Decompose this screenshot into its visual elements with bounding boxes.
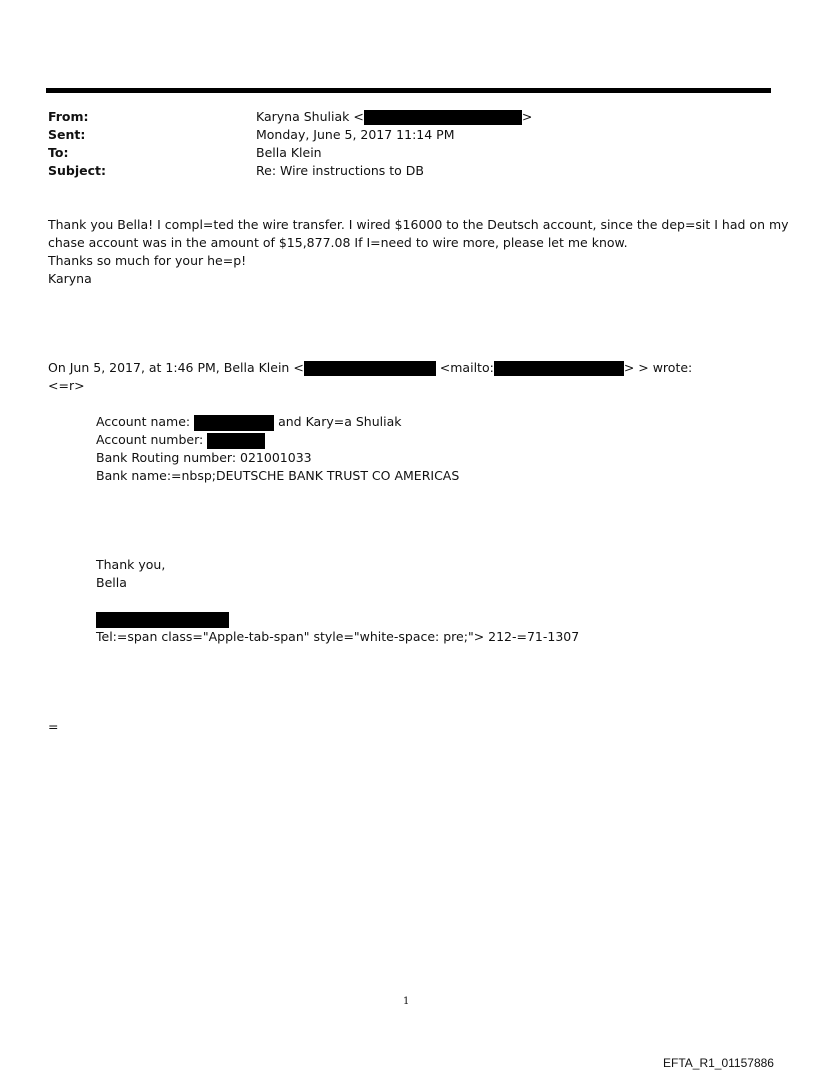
signature-redaction: [96, 610, 229, 628]
body-line-3: Thanks so much for your he=p!: [48, 253, 247, 268]
subject-label: Subject:: [48, 163, 106, 178]
redaction-box: [494, 361, 624, 376]
redaction-box: [194, 415, 274, 431]
sent-label: Sent:: [48, 127, 86, 142]
to-label: To:: [48, 145, 69, 160]
bank-name-line: Bank name:=nbsp;DEUTSCHE BANK TRUST CO AMERICAS: [96, 468, 460, 483]
account-name-label: Account name:: [96, 414, 191, 429]
redaction-box: [304, 361, 436, 376]
from-name: Karyna Shuliak <: [256, 109, 364, 124]
from-label: From:: [48, 109, 89, 124]
signoff-line: Bella: [96, 575, 127, 590]
redaction-box: [364, 110, 522, 125]
page-number: 1: [403, 996, 410, 1007]
thanks-line: Thank you,: [96, 557, 166, 572]
from-close: >: [521, 109, 533, 124]
account-number-line: [96, 431, 265, 449]
to-value: Bella Klein: [256, 145, 322, 160]
account-name-rest: and Kary=a Shuliak: [278, 414, 402, 429]
subject-value: Re: Wire instructions to DB: [256, 163, 424, 178]
redaction-box: [96, 612, 229, 628]
routing-line: Bank Routing number: 021001033: [96, 450, 312, 465]
from-value: [256, 108, 532, 126]
redaction-box: [207, 433, 265, 449]
body-line-1: Thank you Bella! I compl=ted the wire transfer. I wired $16000 to the Deutsch account, since the dep=sit I had on my: [48, 217, 789, 232]
body-line-2: chase account was in the amount of $15,877.08 If I=need to wire more, please let me know.: [48, 235, 628, 250]
quote-intro-start: On Jun 5, 2017, at 1:46 PM, Bella Klein <: [48, 360, 304, 375]
quote-intro-end: > > wrote:: [623, 360, 693, 375]
header-rule: [46, 88, 771, 93]
tel-line: Tel:=span class="Apple-tab-span" style="white-space: pre;"> 212-=71-1307: [96, 629, 580, 644]
quote-mailto: <mailto:: [439, 360, 494, 375]
footer-id: EFTA_R1_01157886: [663, 1056, 774, 1070]
quote-tag: <=r>: [48, 378, 85, 393]
trailing-char: =: [48, 719, 59, 734]
account-name-line: [96, 413, 401, 431]
account-number-label: Account number:: [96, 432, 204, 447]
body-signature: Karyna: [48, 271, 92, 286]
sent-value: Monday, June 5, 2017 11:14 PM: [256, 127, 455, 142]
quote-intro: [48, 359, 692, 377]
